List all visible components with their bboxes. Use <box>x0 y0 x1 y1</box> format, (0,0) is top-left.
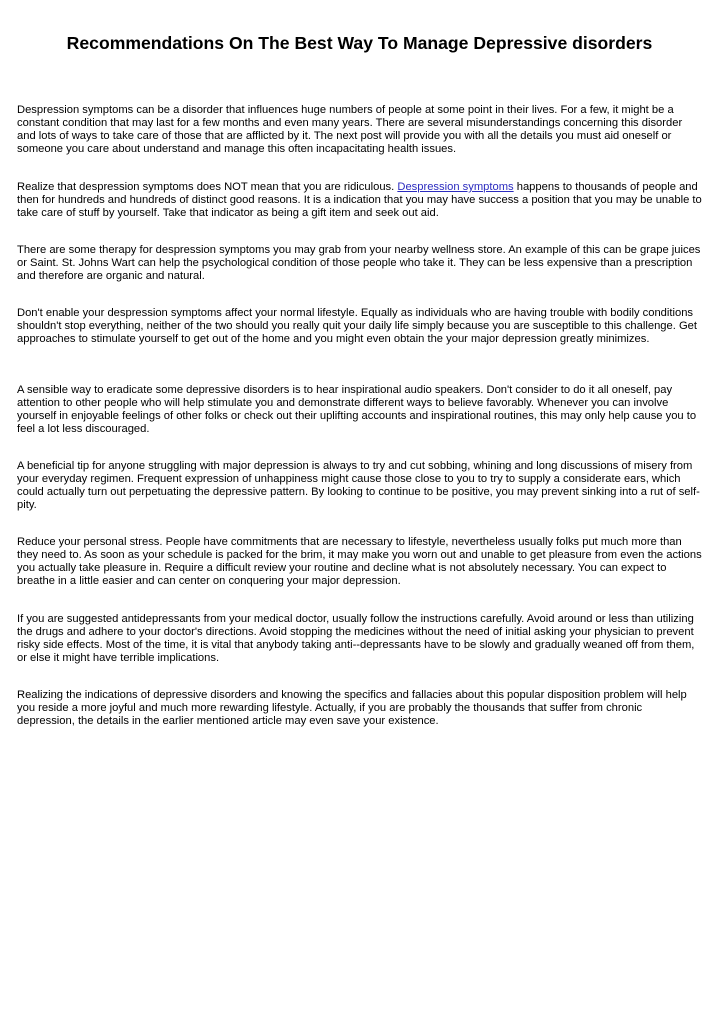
paragraph-2-after: happens to thousands of people and then for hundreds and hundreds of distinct good reasons. It is a indication that you may have success a position that you may be unable to take care of stuff by yourself. Take that indicator as being a gift item and seek out aid. <box>17 181 702 220</box>
paragraph-2-before: Realize that despression symptoms does NOT mean that you are ridiculous. <box>17 181 398 193</box>
paragraph-7: Reduce your personal stress. People have commitments that are necessary to lifestyle, nevertheless usually folks put much more than they need to. As soon as your schedule is packed for the brim, it may make you worn out and unable to get pleasure from even the actions you actually take pleasure in. Require a difficult review your routine and decline what is not absolutely necessary. You can expect to breathe in a little easier and can center on conquering your major depression. <box>17 536 702 588</box>
page-title: Recommendations On The Best Way To Manage Depressive disorders <box>66 33 653 53</box>
paragraph-9: Realizing the indications of depressive disorders and knowing the specifics and fallacies about this popular disposition problem will help you reside a more joyful and much more rewarding lifestyle. Actually, if you are probably the thousands that suffer from chronic depression, the details in the earlier mentioned article may even save your existence. <box>17 689 687 728</box>
paragraph-6: A beneficial tip for anyone struggling with major depression is always to try and cut sobbing, whining and long discussions of misery from your everyday regimen. Frequent expression of unhappiness might cause those close to you to try to supply a considerate ears, which could actually turn out perpetuating the depressive pattern. By looking to continue to be positive, you may prevent sinking into a rut of self-pity. <box>17 460 700 512</box>
paragraph-1: Despression symptoms can be a disorder that influences huge numbers of people at some point in their lives. For a few, it might be a constant condition that may last for a few months and even many years. There are several misunderstandings concerning this disorder and lots of ways to take care of those that are afflicted by it. The next post will provide you with all the details you must aid oneself or someone you care about understand and manage this often incapacitating health issues. <box>17 104 683 156</box>
paragraph-4: Don't enable your despression symptoms affect your normal lifestyle. Equally as individuals who are having trouble with bodily conditions shouldn't stop everything, neither of the two should you really quit your daily life simply because you are susceptible to this challenge. Get approaches to stimulate yourself to get out of the home and you might even obtain the your major depression greatly minimizes. <box>17 307 697 346</box>
paragraph-8: If you are suggested antidepressants from your medical doctor, usually follow the instructions carefully. Avoid around or less than utilizing the drugs and adhere to your doctor's directions. Avoid stopping the medicines without the need of initial asking your physician to prevent risky side effects. Most of the time, it is vital that anybody taking anti--depressants have to be slowly and gradually weaned off from them, or else it might have terrible implications. <box>17 613 695 665</box>
paragraph-3: There are some therapy for despression symptoms you may grab from your nearby wellness store. An example of this can be grape juices or Saint. St. Johns Wart can help the psychological condition of those people who take it. They can be less expensive than a prescription and therefore are organic and natural. <box>17 244 701 283</box>
paragraph-5: A sensible way to eradicate some depressive disorders is to hear inspirational audio speakers. Don't consider to do it all oneself, pay attention to other people who will help stimulate you and demonstrate different ways to believe favorably. Whenever you can involve yourself in enjoyable feelings of other folks or check out their uplifting accounts and inspirational routines, this may only help cause you to feel a lot less discouraged. <box>17 384 697 436</box>
despression-symptoms-link[interactable]: Despression symptoms <box>397 181 514 193</box>
paragraph-2 <box>17 181 703 220</box>
